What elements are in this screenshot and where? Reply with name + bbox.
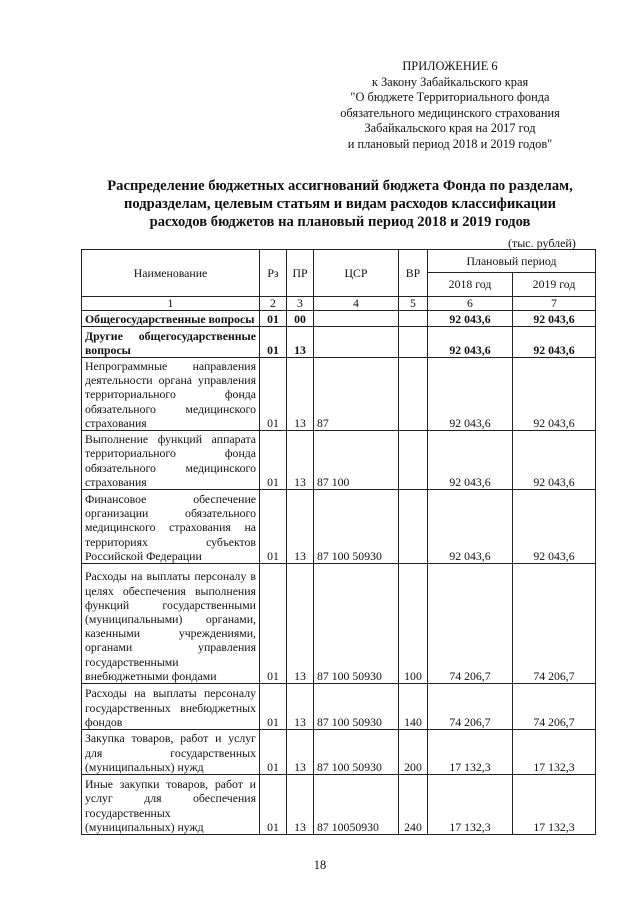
row-name: Непрограммные направления деятельности органа управления территориального фонда обязательного медицинского страхования bbox=[82, 358, 260, 431]
row-csr: 87 100 50930 bbox=[314, 730, 399, 775]
table-row bbox=[82, 684, 596, 730]
column-number: 2 bbox=[260, 297, 287, 311]
row-2018: 92 043,6 bbox=[428, 431, 513, 490]
appendix-line: "О бюджете Территориального фонда bbox=[350, 90, 550, 105]
row-rz: 01 bbox=[260, 490, 287, 564]
row-vr bbox=[399, 431, 428, 490]
column-number: 4 bbox=[314, 297, 399, 311]
appendix-line: и плановый период 2018 и 2019 годов" bbox=[347, 136, 553, 151]
row-name: Закупка товаров, работ и услуг для государственных (муниципальных) нужд bbox=[82, 730, 260, 775]
table-row bbox=[82, 311, 596, 327]
row-name: Финансовое обеспечение организации обязательного медицинского страхования на территориях субъектов Российской Федерации bbox=[82, 490, 260, 564]
row-csr: 87 100 bbox=[314, 431, 399, 490]
appendix-line: ПРИЛОЖЕНИЕ 6 bbox=[402, 59, 498, 73]
row-2019: 17 132,3 bbox=[513, 775, 596, 835]
row-pr: 13 bbox=[287, 431, 314, 490]
header-name: Наименование bbox=[82, 250, 260, 297]
appendix-line: Забайкальского края на 2017 год bbox=[364, 121, 536, 136]
row-2019: 92 043,6 bbox=[513, 358, 596, 431]
appendix-line: обязательного медицинского страхования bbox=[340, 105, 560, 120]
appendix-header bbox=[300, 59, 600, 153]
title-line: расходов бюджетов на плановый период 2018 и 2019 годов bbox=[149, 214, 531, 231]
row-pr: 13 bbox=[287, 730, 314, 775]
row-vr bbox=[399, 358, 428, 431]
table-row bbox=[82, 431, 596, 490]
title-line: Распределение бюджетных ассигнований бюджета Фонда по разделам, bbox=[107, 178, 573, 194]
row-2019: 92 043,6 bbox=[513, 327, 596, 358]
row-name: Выполнение функций аппарата территориального фонда обязательного медицинского страхования bbox=[82, 431, 260, 490]
row-2019: 92 043,6 bbox=[513, 431, 596, 490]
row-2019: 17 132,3 bbox=[513, 730, 596, 775]
row-csr: 87 100 50930 bbox=[314, 684, 399, 730]
row-2018: 92 043,6 bbox=[428, 490, 513, 564]
title-line: подразделам, целевым статьям и видам расходов классификации bbox=[123, 196, 557, 213]
row-name: Расходы на выплаты персоналу в целях обеспечения выполнения функций государственными (муниципальными) органами, казенными учреждениями, органами управления государственными внебюджетными фондами bbox=[82, 564, 260, 684]
header-rz: Рз bbox=[260, 250, 287, 297]
row-pr: 13 bbox=[287, 775, 314, 835]
row-2019: 74 206,7 bbox=[513, 684, 596, 730]
table-row bbox=[82, 730, 596, 775]
row-pr: 13 bbox=[287, 358, 314, 431]
row-2018: 92 043,6 bbox=[428, 358, 513, 431]
row-2019: 92 043,6 bbox=[513, 490, 596, 564]
row-csr bbox=[314, 311, 399, 327]
row-2018: 74 206,7 bbox=[428, 564, 513, 684]
table-row bbox=[82, 564, 596, 684]
row-pr: 00 bbox=[287, 311, 314, 327]
row-vr: 100 bbox=[399, 564, 428, 684]
table-row bbox=[82, 775, 596, 835]
header-vr: ВР bbox=[399, 250, 428, 297]
row-rz: 01 bbox=[260, 564, 287, 684]
header-pr: ПР bbox=[287, 250, 314, 297]
row-vr: 240 bbox=[399, 775, 428, 835]
row-pr: 13 bbox=[287, 684, 314, 730]
header-year-2019: 2019 год bbox=[513, 273, 596, 297]
column-number: 7 bbox=[513, 297, 596, 311]
row-rz: 01 bbox=[260, 775, 287, 835]
header-csr: ЦСР bbox=[314, 250, 399, 297]
row-vr: 200 bbox=[399, 730, 428, 775]
table-row bbox=[82, 327, 596, 358]
column-number: 1 bbox=[82, 297, 260, 311]
header-planned-period: Плановый период bbox=[428, 250, 596, 273]
page-number: 18 bbox=[313, 858, 327, 872]
column-number: 5 bbox=[399, 297, 428, 311]
row-csr bbox=[314, 327, 399, 358]
row-csr: 87 100 50930 bbox=[314, 564, 399, 684]
row-rz: 01 bbox=[260, 358, 287, 431]
row-name: Общегосударственные вопросы bbox=[82, 311, 260, 327]
budget-table bbox=[81, 249, 596, 835]
column-numbers-row bbox=[82, 297, 596, 311]
row-2019: 92 043,6 bbox=[513, 311, 596, 327]
row-pr: 13 bbox=[287, 564, 314, 684]
document-title bbox=[70, 177, 610, 232]
row-vr: 140 bbox=[399, 684, 428, 730]
row-2018: 17 132,3 bbox=[428, 775, 513, 835]
row-2018: 92 043,6 bbox=[428, 327, 513, 358]
row-2018: 74 206,7 bbox=[428, 684, 513, 730]
row-csr: 87 100 50930 bbox=[314, 490, 399, 564]
row-rz: 01 bbox=[260, 311, 287, 327]
row-name: Иные закупки товаров, работ и услуг для обеспечения государственных (муниципальных) нужд bbox=[82, 775, 260, 835]
row-csr: 87 10050930 bbox=[314, 775, 399, 835]
row-2019: 74 206,7 bbox=[513, 564, 596, 684]
row-vr bbox=[399, 327, 428, 358]
row-vr bbox=[399, 311, 428, 327]
row-rz: 01 bbox=[260, 327, 287, 358]
row-rz: 01 bbox=[260, 730, 287, 775]
table-row bbox=[82, 358, 596, 431]
table-row bbox=[82, 490, 596, 564]
row-csr: 87 bbox=[314, 358, 399, 431]
column-number: 3 bbox=[287, 297, 314, 311]
row-2018: 92 043,6 bbox=[428, 311, 513, 327]
row-name: Расходы на выплаты персоналу государственных внебюджетных фондов bbox=[82, 684, 260, 730]
header-year-2018: 2018 год bbox=[428, 273, 513, 297]
appendix-line: к Закону Забайкальского края bbox=[371, 74, 529, 89]
row-vr bbox=[399, 490, 428, 564]
row-pr: 13 bbox=[287, 490, 314, 564]
row-pr: 13 bbox=[287, 327, 314, 358]
units-label: (тыс. рублей) bbox=[508, 236, 576, 250]
row-rz: 01 bbox=[260, 431, 287, 490]
column-number: 6 bbox=[428, 297, 513, 311]
row-2018: 17 132,3 bbox=[428, 730, 513, 775]
row-rz: 01 bbox=[260, 684, 287, 730]
row-name: Другие общегосударственные вопросы bbox=[82, 327, 260, 358]
